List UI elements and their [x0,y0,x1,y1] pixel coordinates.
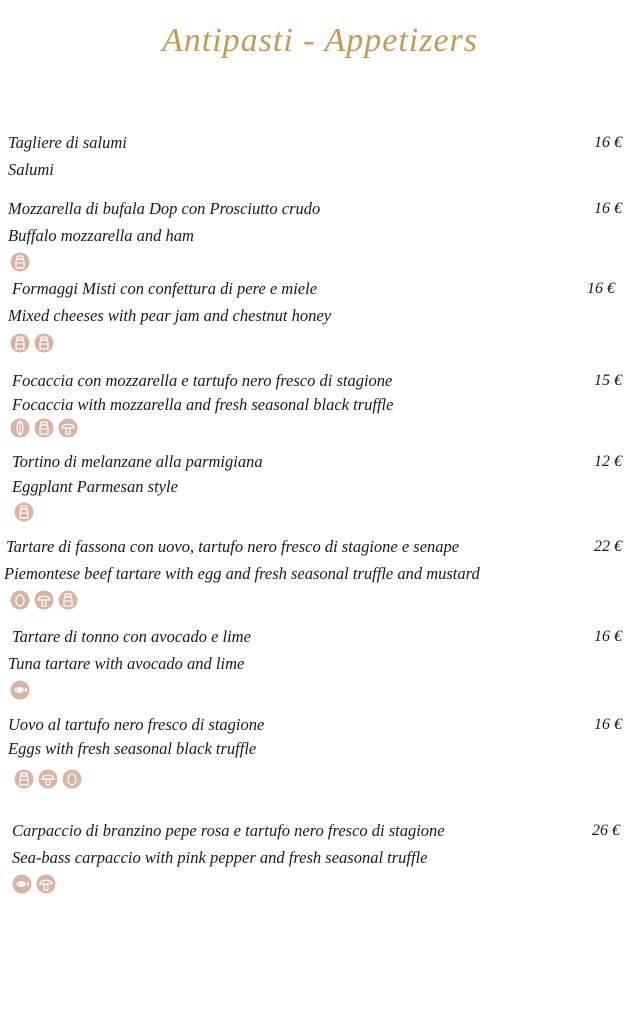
item-name-en: Sea-bass carpaccio with pink pepper and fresh seasonal truffle [12,848,428,867]
egg-icon [10,590,30,610]
allergen-icons [10,680,30,700]
allergen-icons [10,333,54,353]
page-title: Antipasti - Appetizers [161,22,479,59]
item-price: 16 € [587,280,615,297]
mushroom-icon [38,769,58,789]
item-price: 15 € [594,372,622,389]
milk-bottle-icon [34,333,54,353]
item-name-it: Mozzarella di bufala Dop con Prosciutto crudo [8,199,321,218]
item-name-en: Focaccia with mozzarella and fresh seasonal black truffle [12,395,394,414]
item-name-it: Tagliere di salumi [8,133,127,152]
item-name-en: Tuna tartare with avocado and lime [8,654,245,673]
milk-bottle-icon [14,769,34,789]
allergen-icons [10,252,30,272]
item-name-it: Tartare di fassona con uovo, tartufo nero fresco di stagione e senape [6,537,460,556]
fish-icon [10,680,30,700]
item-price: 12 € [594,453,622,470]
item-name-it: Focaccia con mozzarella e tartufo nero fresco di stagione [12,371,393,390]
item-name-en: Eggplant Parmesan style [12,477,178,496]
allergen-icons [14,769,82,789]
item-name-en: Mixed cheeses with pear jam and chestnut honey [8,306,332,325]
egg-icon [62,769,82,789]
item-name-it: Carpaccio di branzino pepe rosa e tartufo nero fresco di stagione [12,821,445,840]
item-name-en: Buffalo mozzarella and ham [8,226,194,245]
item-name-en: Piemontese beef tartare with egg and fresh seasonal truffle and mustard [4,564,480,583]
milk-bottle-icon [34,418,54,438]
item-name-it: Tortino di melanzane alla parmigiana [12,452,263,471]
allergen-icons [10,418,78,438]
item-price: 26 € [592,822,620,839]
milk-bottle-icon [14,502,34,522]
milk-bottle-icon [58,590,78,610]
mushroom-icon [36,874,56,894]
allergen-icons [14,502,34,522]
item-price: 16 € [594,716,622,733]
item-price: 22 € [594,538,622,555]
item-price: 16 € [594,134,622,151]
nut-icon [10,418,30,438]
item-name-it: Formaggi Misti con confettura di pere e miele [12,279,318,298]
allergen-icons [10,590,78,610]
mushroom-icon [58,418,78,438]
milk-bottle-icon [10,252,30,272]
item-name-it: Tartare di tonno con avocado e lime [12,627,251,646]
item-name-en: Eggs with fresh seasonal black truffle [8,739,257,758]
item-price: 16 € [594,200,622,217]
fish-icon [12,874,32,894]
item-name-en: Salumi [8,160,54,179]
item-price: 16 € [594,628,622,645]
item-name-it: Uovo al tartufo nero fresco di stagione [8,715,265,734]
mushroom-icon [34,590,54,610]
milk-bottle-icon [10,333,30,353]
allergen-icons [12,874,56,894]
